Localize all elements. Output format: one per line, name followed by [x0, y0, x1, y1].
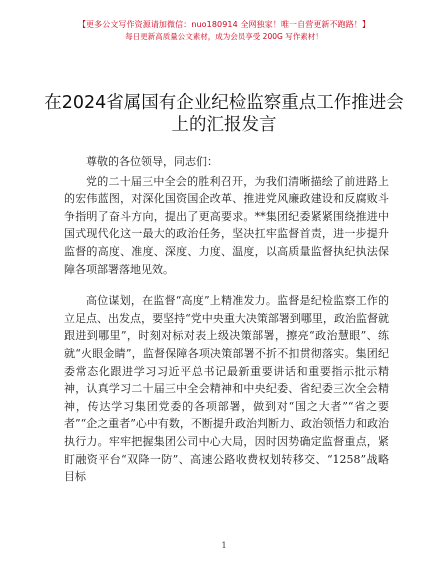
- document-title: 在2024省属国有企业纪检监察重点工作推进会上的汇报发言: [44, 93, 404, 135]
- promo-banner-line-1: 【更多公文写作资源请加微信：nuo180914 全网独家！唯一自营更新不跑路！】: [77, 20, 371, 29]
- paragraph-2: 高位谋划，在监督“高度”上精准发力。监督是纪检监察工作的立足点、出发点，要坚持“党中央重大决策部署到哪里，政治监督就跟进到哪里”，时刻对标对表上级决策部署，擦亮“政治慧眼”、练就“火眼金睛”，监督保障各项决策部署不折不扣贯彻落实。集团纪委常态化跟进学习习近平总书记最新重要讲话和重要指示批示精神，认真学习二十届三中全会精神和中央纪委、省纪委三次全会精神，传达学习集团党委的各项部署，做到对“国之大者”“省之要者”“企之重者”心中有数，不断提升政治判断力、政治领悟力和政治执行力。牢牢把握集团公司中心大局，因时因势确定监督重点，紧盯融资平台“双降一防”、高速公路收费权划转移交、“1258”战略目标: [64, 294, 389, 484]
- page-number: 1: [221, 541, 227, 550]
- document-body: [64, 153, 389, 486]
- promo-banner-line-2: 每日更新高质量公文素材，成为会员享受 200G 写作素材！: [125, 32, 323, 41]
- salutation: 尊敬的各位领导，同志们：: [86, 155, 218, 168]
- paragraph-1: 党的二十届三中全会的胜利召开，为我们清晰描绘了前进路上的宏伟蓝图，对深化国资国企改革、推进党风廉政建设和反腐败斗争指明了奋斗方向，提出了更高要求。**集团纪委紧紧围绕推进中国式现代化这一最大的政治任务，坚决扛牢监督首责，进一步提升监督的高度、准度、深度、力度、温度，以高质量监督执纪执法保障各项部署落地见效。: [64, 174, 389, 276]
